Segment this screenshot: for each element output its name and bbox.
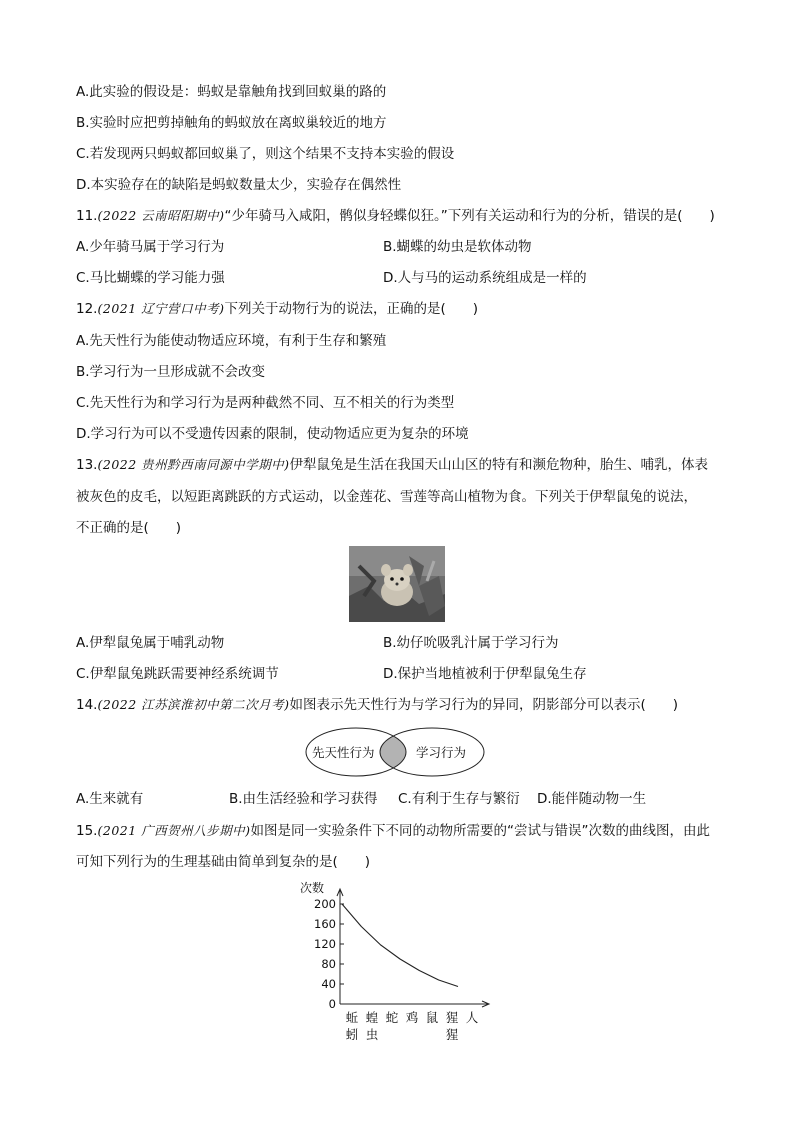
q10-option-c: C.若发现两只蚂蚁都回蚁巢了，则这个结果不支持本实验的假设	[76, 146, 455, 162]
q14-option-a: A.生来就有	[76, 791, 144, 807]
x-tick-label: 蚓	[345, 1027, 359, 1042]
q15-stem-line1	[76, 822, 710, 840]
question-number: 12.	[76, 301, 98, 317]
question-number: 15.	[76, 823, 98, 839]
q10-option-b: B.实验时应把剪掉触角的蚂蚁放在离蚁巢较近的地方	[76, 115, 387, 131]
q13-stem-line2: 被灰色的皮毛，以短距离跳跃的方式运动，以金莲花、雪莲等高山植物为食。下列关于伊犁鼠兔的说法，	[76, 489, 697, 505]
x-tick-label: 虫	[365, 1027, 379, 1042]
x-tick-label: 鸡	[405, 1010, 419, 1025]
q11-option-b: B.蝴蝶的幼虫是软体动物	[383, 239, 532, 255]
y-tick-label: 200	[314, 897, 336, 911]
q13-option-b: B.幼仔吮吸乳汁属于学习行为	[383, 635, 559, 651]
q15-stem-line2: 可知下列行为的生理基础由简单到复杂的是( )	[76, 854, 371, 870]
question-number: 11.	[76, 208, 98, 224]
q12-stem	[76, 300, 478, 318]
x-tick-label: 鼠	[425, 1010, 439, 1025]
q13-option-a: A.伊犁鼠兔属于哺乳动物	[76, 635, 225, 651]
x-tick-label: 猩	[445, 1027, 459, 1042]
question-text: 下列关于动物行为的说法，正确的是( )	[224, 301, 479, 317]
question-source: (2022 江苏滨淮初中第二次月考)	[97, 697, 290, 712]
question-number: 13.	[76, 457, 98, 473]
y-tick-label: 80	[321, 957, 336, 971]
q13-stem-line1	[76, 456, 708, 474]
y-tick-label: 160	[314, 917, 336, 931]
ili-pika-photo	[349, 546, 445, 622]
x-tick-label: 蝗	[365, 1010, 379, 1025]
y-tick-label: 0	[328, 997, 336, 1011]
q14-option-c: C.有利于生存与繁衍	[398, 791, 520, 807]
q14-option-d: D.能伴随动物一生	[537, 791, 647, 807]
q12-option-b: B.学习行为一旦形成就不会改变	[76, 364, 266, 380]
question-text: “少年骑马入咸阳，鹘似身轻蝶似狂。”下列有关运动和行为的分析，错误的是( )	[224, 208, 715, 224]
q13-option-c: C.伊犁鼠兔跳跃需要神经系统调节	[76, 666, 279, 682]
venn-right-label: 学习行为	[416, 745, 467, 760]
q12-option-d: D.学习行为可以不受遗传因素的限制，使动物适应更为复杂的环境	[76, 426, 469, 442]
q10-option-a: A.此实验的假设是：蚂蚁是靠触角找到回蚁巢的路的	[76, 84, 387, 100]
question-source: (2021 辽宁营口中考)	[97, 301, 225, 316]
x-tick-label: 猩	[445, 1010, 459, 1025]
q11-option-d: D.人与马的运动系统组成是一样的	[383, 270, 587, 286]
q11-option-c: C.马比蝴蝶的学习能力强	[76, 270, 225, 286]
question-source: (2022 云南昭阳期中)	[97, 208, 225, 223]
q10-option-d: D.本实验存在的缺陷是蚂蚁数量太少，实验存在偶然性	[76, 177, 402, 193]
question-source: (2021 广西贺州八步期中)	[97, 823, 251, 838]
q12-option-a: A.先天性行为能使动物适应环境，有利于生存和繁殖	[76, 333, 387, 349]
q12-option-c: C.先天性行为和学习行为是两种截然不同、互不相关的行为类型	[76, 395, 455, 411]
question-text: 如图表示先天性行为与学习行为的异同，阴影部分可以表示( )	[289, 697, 679, 713]
q13-stem-line3: 不正确的是( )	[76, 520, 182, 536]
y-axis-label: 次数	[300, 881, 325, 895]
q14-option-b: B.由生活经验和学习获得	[229, 791, 378, 807]
y-tick-label: 40	[321, 977, 336, 991]
x-tick-label: 蛇	[385, 1010, 399, 1025]
x-tick-label: 蚯	[345, 1010, 359, 1025]
question-source: (2022 贵州黔西南同源中学期中)	[97, 457, 290, 472]
q14-stem	[76, 696, 678, 714]
question-number: 14.	[76, 697, 98, 713]
q11-stem	[76, 207, 715, 225]
q13-option-d: D.保护当地植被利于伊犁鼠兔生存	[383, 666, 587, 682]
venn-diagram	[304, 726, 494, 782]
y-tick-label: 120	[314, 937, 336, 951]
question-text: 伊犁鼠兔是生活在我国天山山区的特有和濒危物种，胎生、哺乳，体表	[289, 457, 709, 473]
trial-error-chart	[290, 876, 500, 1060]
q11-option-a: A.少年骑马属于学习行为	[76, 239, 225, 255]
venn-left-label: 先天性行为	[312, 745, 375, 760]
question-text: 如图是同一实验条件下不同的动物所需要的“尝试与错误”次数的曲线图，由此	[250, 823, 711, 839]
series-line	[342, 904, 458, 987]
x-tick-label: 人	[465, 1010, 479, 1025]
